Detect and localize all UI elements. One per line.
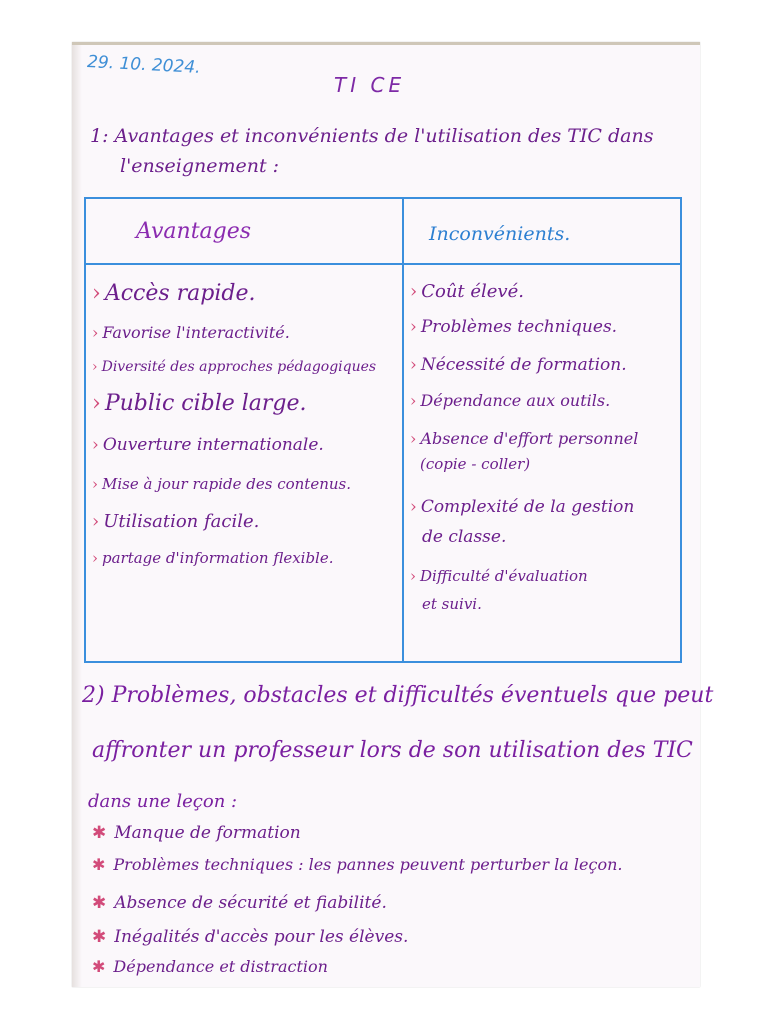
page-edge-shadow — [72, 45, 82, 987]
table-column-divider — [402, 199, 404, 661]
asterisk-icon: ✱ — [92, 823, 107, 843]
arrow-icon: › — [92, 281, 101, 306]
list-item: › partage d'information flexible. — [92, 549, 334, 567]
question-2-line-2: affronter un professeur lors de son utilisation des TIC — [92, 738, 693, 763]
arrow-icon: › — [410, 567, 416, 585]
list-item: ✱ Absence de sécurité et fiabilité. — [92, 893, 387, 913]
list-item: ✱ Inégalités d'accès pour les élèves. — [92, 927, 409, 947]
arrow-icon: › — [410, 317, 417, 337]
list-item: › Nécessité de formation. — [410, 355, 627, 375]
arrow-icon: › — [92, 391, 101, 416]
pros-cons-table — [84, 197, 682, 663]
list-item: ✱ Dépendance et distraction — [92, 957, 328, 976]
list-item-continuation: et suivi. — [422, 595, 482, 613]
list-item: › Problèmes techniques. — [410, 317, 618, 337]
arrow-icon: › — [92, 511, 100, 532]
question-1-line-2: l'enseignement : — [120, 155, 280, 177]
list-item: › Absence d'effort personnel — [410, 429, 639, 448]
date-label: 29. 10. 2024. — [86, 52, 202, 78]
list-item: › Complexité de la gestion — [410, 497, 635, 517]
list-item: › Difficulté d'évaluation — [410, 567, 588, 585]
page-title: TI CE — [334, 73, 406, 97]
asterisk-icon: ✱ — [92, 927, 107, 947]
list-item-continuation: (copie - coller) — [420, 455, 531, 473]
arrow-icon: › — [92, 549, 98, 567]
notebook-page — [72, 42, 714, 987]
arrow-icon: › — [410, 355, 417, 375]
list-item: › Dépendance aux outils. — [410, 391, 611, 410]
list-item: ✱ Manque de formation — [92, 823, 301, 843]
header-advantages: Avantages — [136, 219, 252, 244]
list-item-continuation: de classe. — [422, 527, 507, 547]
list-item: ✱ Problèmes techniques : les pannes peuvent perturber la leçon. — [92, 855, 623, 874]
list-item: › Utilisation facile. — [92, 511, 260, 532]
asterisk-icon: ✱ — [92, 893, 107, 913]
arrow-icon: › — [410, 281, 418, 302]
asterisk-icon: ✱ — [92, 855, 106, 874]
arrow-icon: › — [92, 435, 99, 455]
table-header-divider — [86, 263, 680, 265]
question-2-line-1: 2) Problèmes, obstacles et difficultés éventuels que peut — [82, 683, 714, 708]
question-2-line-3: dans une leçon : — [88, 791, 238, 812]
list-item: › Ouverture internationale. — [92, 435, 324, 455]
arrow-icon: › — [92, 359, 98, 375]
list-item: › Favorise l'interactivité. — [92, 323, 290, 342]
arrow-icon: › — [92, 475, 98, 493]
asterisk-icon: ✱ — [92, 957, 106, 976]
list-item: › Public cible large. — [92, 391, 307, 416]
list-item: › Coût élevé. — [410, 281, 524, 302]
question-1-line-1: 1: Avantages et inconvénients de l'utilisation des TIC dans — [90, 125, 654, 147]
arrow-icon: › — [410, 429, 417, 448]
arrow-icon: › — [410, 391, 417, 410]
arrow-icon: › — [410, 497, 417, 517]
arrow-icon: › — [92, 323, 99, 342]
list-item: › Mise à jour rapide des contenus. — [92, 475, 351, 493]
list-item: › Diversité des approches pédagogiques — [92, 359, 377, 375]
list-item: › Accès rapide. — [92, 281, 256, 306]
header-disadvantages: Inconvénients. — [429, 223, 571, 245]
